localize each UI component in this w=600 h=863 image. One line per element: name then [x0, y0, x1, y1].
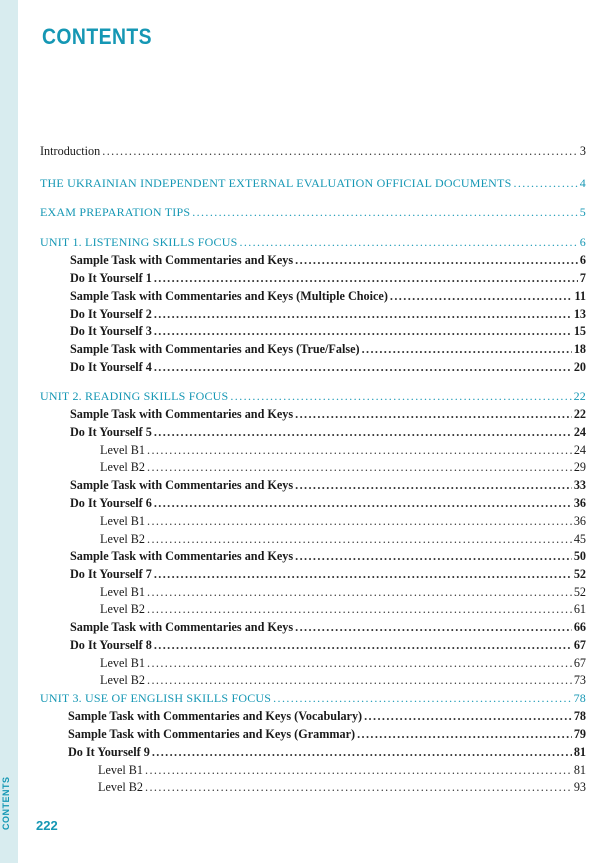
toc-page: 6	[579, 235, 586, 249]
toc-page: 22	[573, 407, 586, 421]
leader-dots	[102, 144, 578, 158]
toc-label: Do It Yourself 1	[70, 271, 152, 285]
leader-dots	[364, 709, 572, 723]
toc-page: 67	[573, 656, 586, 670]
toc-page: 52	[573, 567, 586, 581]
leader-dots	[513, 176, 577, 190]
leader-dots	[147, 656, 572, 670]
leader-dots	[152, 745, 572, 759]
toc-entry-exam-tips[interactable]	[40, 205, 586, 219]
toc-label: UNIT 1. LISTENING SKILLS FOCUS	[40, 235, 238, 249]
toc-page: 7	[579, 271, 586, 285]
leader-dots	[239, 235, 577, 249]
toc-entry[interactable]	[70, 324, 586, 338]
leader-dots	[147, 460, 572, 474]
toc-entry[interactable]	[70, 289, 586, 303]
leader-dots	[295, 478, 572, 492]
toc-page: 36	[573, 496, 586, 510]
toc-label: Do It Yourself 6	[70, 496, 152, 510]
toc-label: Do It Yourself 3	[70, 324, 152, 338]
leader-dots	[295, 253, 578, 267]
toc-entry[interactable]	[100, 585, 586, 599]
toc-label: Do It Yourself 7	[70, 567, 152, 581]
toc-entry[interactable]	[70, 425, 586, 439]
toc-entry[interactable]	[100, 656, 586, 670]
leader-dots	[357, 727, 572, 741]
toc-label: Introduction	[40, 144, 101, 158]
toc-label: Sample Task with Commentaries and Keys	[70, 407, 294, 421]
leader-dots	[154, 567, 572, 581]
toc-page: 79	[573, 727, 586, 741]
toc-label: Do It Yourself 4	[70, 360, 152, 374]
toc-label: Sample Task with Commentaries and Keys (True/False)	[70, 342, 360, 356]
toc-entry[interactable]	[100, 602, 586, 616]
leader-dots	[154, 324, 572, 338]
toc-label: Level B1	[100, 656, 146, 670]
leader-dots	[147, 673, 572, 687]
toc-label: Level B2	[100, 460, 146, 474]
leader-dots	[147, 514, 572, 528]
toc-page: 81	[573, 745, 586, 759]
toc-entry[interactable]	[100, 460, 586, 474]
toc-entry[interactable]	[100, 514, 586, 528]
toc-label: Level B1	[98, 763, 144, 777]
leader-dots	[154, 425, 572, 439]
toc-page: 78	[573, 691, 586, 705]
toc-entry[interactable]	[70, 360, 586, 374]
toc-label: THE UKRAINIAN INDEPENDENT EXTERNAL EVALUATION OFFICIAL DOCUMENTS	[40, 176, 512, 190]
leader-dots	[295, 549, 572, 563]
toc-page: 4	[579, 176, 586, 190]
toc-label: Sample Task with Commentaries and Keys	[70, 478, 294, 492]
toc-label: Do It Yourself 5	[70, 425, 152, 439]
toc-page: 61	[573, 602, 586, 616]
toc-entry[interactable]	[70, 620, 586, 634]
toc-label: EXAM PREPARATION TIPS	[40, 205, 191, 219]
toc-entry[interactable]	[70, 407, 586, 421]
toc-entry[interactable]	[98, 763, 586, 777]
toc-label: Sample Task with Commentaries and Keys (Vocabulary)	[68, 709, 363, 723]
toc-label: Do It Yourself 8	[70, 638, 152, 652]
toc-page: 73	[573, 673, 586, 687]
toc-page: 45	[573, 532, 586, 546]
toc-label: UNIT 2. READING SKILLS FOCUS	[40, 389, 229, 403]
toc-entry[interactable]	[70, 307, 586, 321]
leader-dots	[192, 205, 578, 219]
toc-page: 29	[573, 460, 586, 474]
toc-page: 93	[573, 780, 586, 794]
toc-entry-official-documents[interactable]	[40, 176, 586, 190]
toc-label: Level B1	[100, 443, 146, 457]
toc-page: 6	[579, 253, 586, 267]
toc-entry[interactable]	[70, 271, 586, 285]
leader-dots	[145, 780, 572, 794]
leader-dots	[147, 532, 572, 546]
toc-entry[interactable]	[68, 727, 586, 741]
toc-page: 18	[573, 342, 586, 356]
leader-dots	[154, 271, 578, 285]
toc-entry[interactable]	[70, 342, 586, 356]
toc-label: Sample Task with Commentaries and Keys	[70, 549, 294, 563]
toc-entry[interactable]	[70, 638, 586, 652]
toc-label: Sample Task with Commentaries and Keys (Multiple Choice)	[70, 289, 388, 303]
toc-entry[interactable]	[68, 745, 586, 759]
toc-entry[interactable]	[70, 549, 586, 563]
leader-dots	[147, 585, 572, 599]
toc-entry[interactable]	[70, 567, 586, 581]
toc-page: 81	[573, 763, 586, 777]
toc-label: Sample Task with Commentaries and Keys	[70, 620, 294, 634]
toc-page: 20	[573, 360, 586, 374]
toc-entry[interactable]	[68, 709, 586, 723]
toc-label: UNIT 3. USE OF ENGLISH SKILLS FOCUS	[40, 691, 272, 705]
toc-entry[interactable]	[98, 780, 586, 794]
toc-entry-unit-1[interactable]	[40, 235, 586, 249]
toc-entry-introduction[interactable]	[40, 144, 586, 158]
toc-page: 22	[573, 389, 586, 403]
toc-page: 36	[573, 514, 586, 528]
leader-dots	[362, 342, 572, 356]
toc-page: 67	[573, 638, 586, 652]
toc-page: 15	[573, 324, 586, 338]
leader-dots	[145, 763, 572, 777]
toc-page: 78	[573, 709, 586, 723]
toc-page: 13	[573, 307, 586, 321]
toc-label: Do It Yourself 9	[68, 745, 150, 759]
toc-entry[interactable]	[100, 673, 586, 687]
toc-entry[interactable]	[70, 478, 586, 492]
toc-page: 52	[573, 585, 586, 599]
toc-entry[interactable]	[70, 496, 586, 510]
toc-page: 11	[574, 289, 586, 303]
toc-label: Sample Task with Commentaries and Keys (Grammar)	[68, 727, 356, 741]
toc-label: Level B2	[98, 780, 144, 794]
toc-entry[interactable]	[70, 253, 586, 267]
leader-dots	[230, 389, 571, 403]
toc-page: 50	[573, 549, 586, 563]
toc-label: Sample Task with Commentaries and Keys	[70, 253, 294, 267]
toc-label: Do It Yourself 2	[70, 307, 152, 321]
leader-dots	[154, 307, 572, 321]
leader-dots	[154, 360, 572, 374]
toc-entry-unit-2[interactable]	[40, 389, 586, 403]
page-title: CONTENTS	[42, 24, 152, 49]
leader-dots	[147, 443, 572, 457]
toc-label: Level B1	[100, 585, 146, 599]
leader-dots	[273, 691, 571, 705]
side-section-label: CONTENTS	[1, 776, 11, 830]
leader-dots	[390, 289, 573, 303]
toc-entry[interactable]	[100, 532, 586, 546]
leader-dots	[295, 620, 572, 634]
toc-entry-unit-3[interactable]	[40, 691, 586, 705]
toc-label: Level B1	[100, 514, 146, 528]
leader-dots	[154, 496, 572, 510]
toc-page: 66	[573, 620, 586, 634]
toc-label: Level B2	[100, 602, 146, 616]
leader-dots	[295, 407, 572, 421]
toc-page: 3	[579, 144, 586, 158]
leader-dots	[154, 638, 572, 652]
toc-label: Level B2	[100, 673, 146, 687]
page-number: 222	[36, 818, 58, 833]
toc-page: 24	[573, 425, 586, 439]
toc-page: 5	[579, 205, 586, 219]
leader-dots	[147, 602, 572, 616]
toc-page: 24	[573, 443, 586, 457]
toc-label: Level B2	[100, 532, 146, 546]
toc-entry[interactable]	[100, 443, 586, 457]
toc-page: 33	[573, 478, 586, 492]
